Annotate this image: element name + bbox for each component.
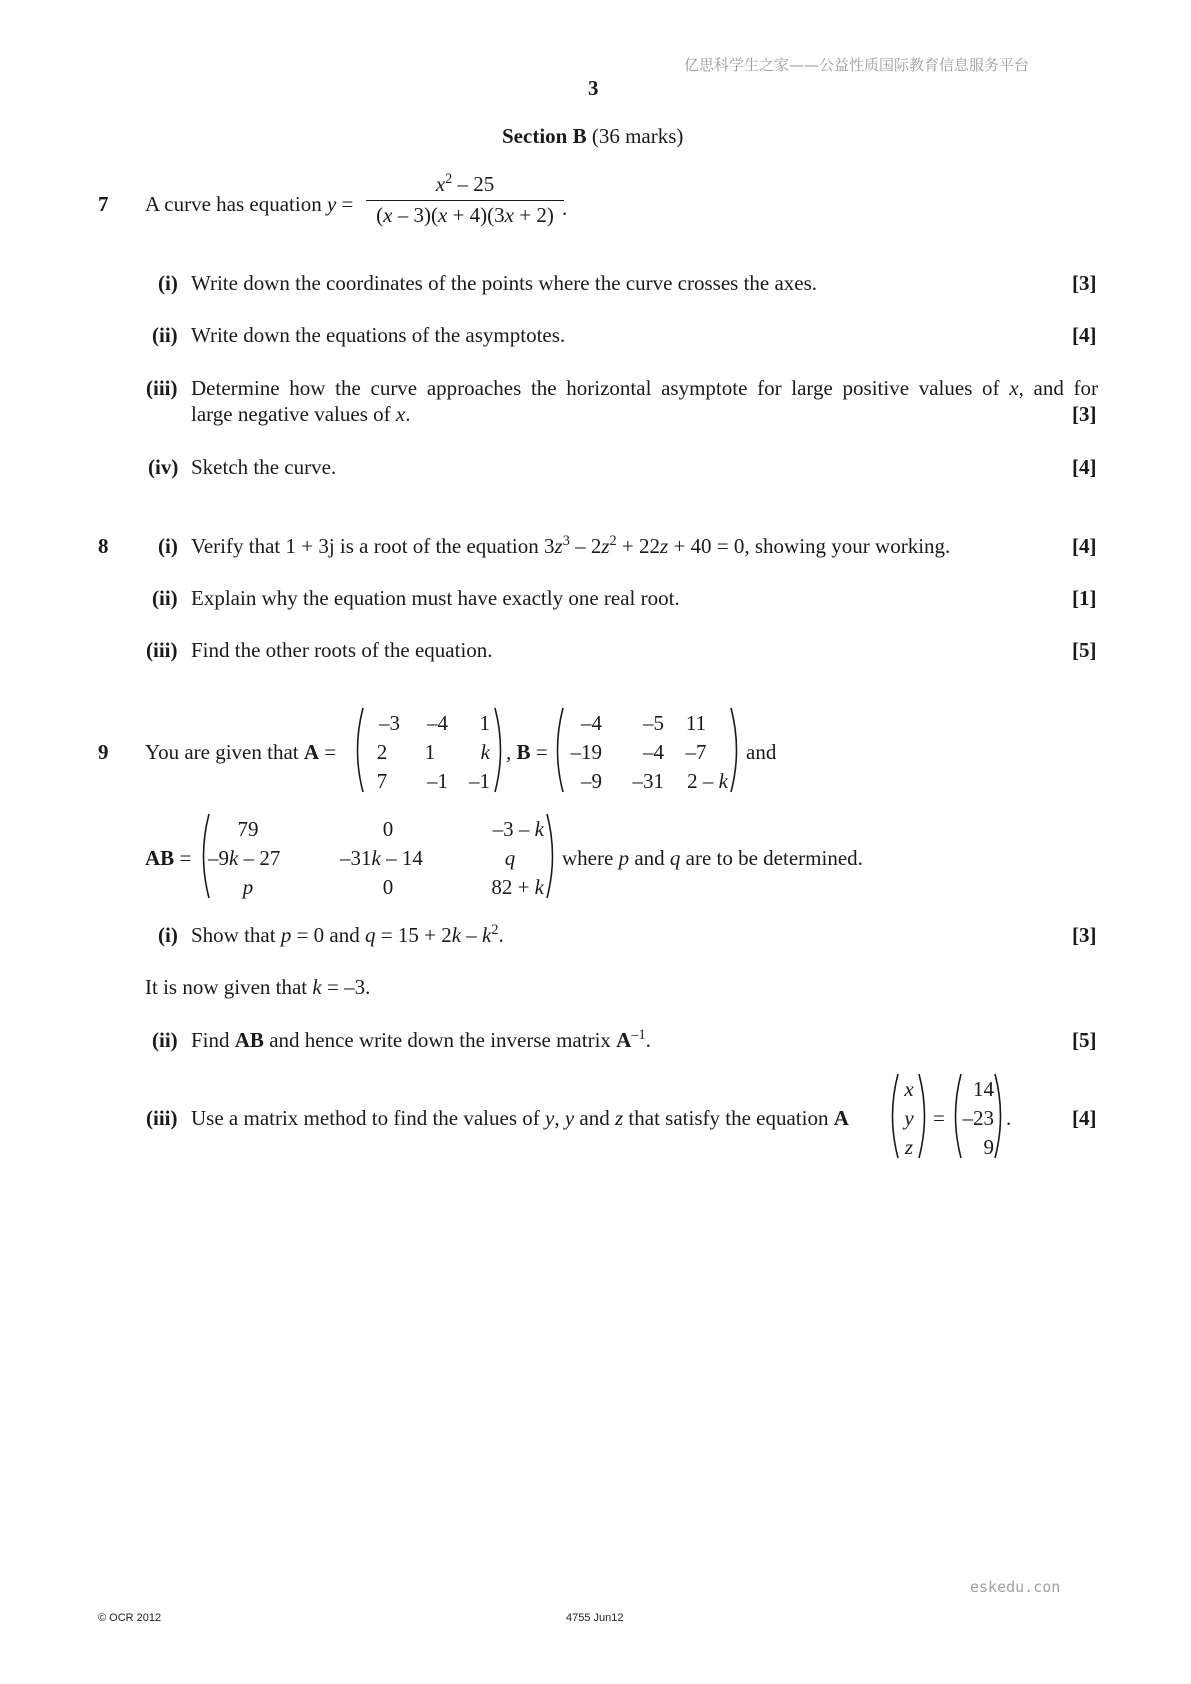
- matrix-b-right-paren: [728, 706, 744, 794]
- matrix-ab-cell: –9k – 27: [208, 846, 281, 870]
- q7-part-iii-mark: [3]: [1072, 402, 1097, 426]
- q7-part-iii-line2: large negative values of x.: [191, 402, 411, 426]
- header-watermark: 亿思科学生之家——公益性质国际教育信息服务平台: [684, 56, 1030, 74]
- question-8-number: 8: [98, 534, 109, 558]
- q9-part-ii-mark: [5]: [1072, 1028, 1097, 1052]
- question-7-number: 7: [98, 192, 109, 216]
- q9-part-ii-text: Find AB and hence write down the inverse matrix $A^{-1}$.: [191, 1027, 651, 1052]
- q7-part-iv-label: (iv): [148, 455, 179, 479]
- q7-part-iv-text: Sketch the curve.: [191, 455, 337, 479]
- q9-part-i-label: (i): [158, 923, 178, 947]
- q8-part-iii-mark: [5]: [1072, 638, 1097, 662]
- question-9-and: and: [746, 740, 777, 764]
- q9-part-ii-label: (ii): [152, 1028, 178, 1052]
- question-7-fraction: [366, 172, 564, 228]
- vector-xyz-right-paren: [916, 1072, 932, 1160]
- q9-part-iii-text: Use a matrix method to find the values of y, y and z that satisfy the equation A: [191, 1106, 849, 1130]
- vector-xyz-cell: x: [904, 1077, 914, 1101]
- matrix-b-cell: –5: [643, 711, 664, 735]
- matrix-ab-cell: –3 – k: [492, 817, 544, 841]
- footer-copyright: © OCR 2012: [98, 1612, 162, 1624]
- question-7-stem: A curve has equation y =: [145, 192, 354, 216]
- q8-part-ii-text: Explain why the equation must have exactly one real root.: [191, 586, 680, 610]
- vector-xyz-cell: y: [904, 1106, 914, 1130]
- q9-given-text: It is now given that k = –3.: [145, 975, 371, 999]
- matrix-a-cell: –3: [379, 711, 400, 735]
- q7-part-iii-line1: Determine how the curve approaches the horizontal asymptote for large positive values of x, and for: [191, 376, 1099, 400]
- matrix-b-cell: –9: [581, 769, 602, 793]
- matrix-ab-cell: 0: [382, 875, 394, 899]
- section-title-marks: (36 marks): [586, 124, 684, 148]
- q9-part-iii-mark: [4]: [1072, 1106, 1097, 1130]
- fraction-denominator: (x – 3)(x + 4)(3x + 2): [366, 200, 564, 228]
- vector-fullstop: .: [1006, 1106, 1012, 1130]
- section-title-bold: Section B: [502, 124, 587, 148]
- page-number: 3: [588, 76, 599, 100]
- vector-rhs-cell: 14: [973, 1077, 994, 1101]
- q9-part-i-text: Show that p = 0 and $q = 15 + 2k - k^2$.: [191, 922, 504, 947]
- matrix-b-cell: 2 – k: [687, 769, 728, 793]
- footer-site-watermark: eskedu.con: [970, 1578, 1061, 1596]
- matrix-a-cell: –1: [469, 769, 490, 793]
- section-title: [502, 124, 683, 149]
- matrix-b-cell: 11: [685, 711, 707, 735]
- matrix-ab-cell: –31k – 14: [340, 846, 423, 870]
- matrix-b-cell: –19: [570, 740, 602, 764]
- q8-part-i-mark: [4]: [1072, 534, 1097, 558]
- vector-rhs-cell: 9: [983, 1135, 994, 1159]
- q7-part-iii-label: (iii): [146, 376, 178, 400]
- q8-part-i-label: (i): [158, 534, 178, 558]
- footer-paper-code: 4755 Jun12: [566, 1612, 624, 1624]
- matrix-a-cell: k: [480, 740, 490, 764]
- q9-part-iii-label: (iii): [146, 1106, 178, 1130]
- matrix-b-cell: –4: [581, 711, 602, 735]
- q7-part-ii-mark: [4]: [1072, 323, 1097, 347]
- q8-part-i-text: Verify that 1 + 3j is a root of the equation $3z^3 - 2z^2 + 22z + 40 = 0$, showing your working.: [191, 533, 951, 558]
- question-9-stem: You are given that A =: [145, 740, 337, 764]
- matrix-ab-right-paren: [544, 812, 560, 900]
- question-9-number: 9: [98, 740, 109, 764]
- matrix-a-cell: 2: [376, 740, 388, 764]
- ab-label: AB =: [145, 846, 192, 870]
- vector-rhs-cell: –23: [962, 1106, 994, 1130]
- matrix-a-cell: –1: [427, 769, 448, 793]
- matrix-a-cell: 1: [424, 740, 436, 764]
- fraction-numerator: $x^2 - 25$: [435, 171, 495, 196]
- q7-part-iv-mark: [4]: [1072, 455, 1097, 479]
- question-9-stem-b: , B =: [506, 740, 548, 764]
- matrix-ab-cell: 79: [237, 817, 259, 841]
- q7-part-i-text: Write down the coordinates of the points where the curve crosses the axes.: [191, 271, 818, 295]
- matrix-ab-cell: q: [504, 846, 516, 870]
- q7-part-i-mark: [3]: [1072, 271, 1097, 295]
- q7-part-ii-label: (ii): [152, 323, 178, 347]
- matrix-a-cell: –4: [427, 711, 448, 735]
- vector-xyz-cell: z: [904, 1135, 914, 1159]
- q8-part-iii-text: Find the other roots of the equation.: [191, 638, 493, 662]
- q8-part-iii-label: (iii): [146, 638, 178, 662]
- matrix-ab-cell: p: [242, 875, 254, 899]
- q9-part-i-mark: [3]: [1072, 923, 1097, 947]
- q7-part-i-label: (i): [158, 271, 178, 295]
- q8-part-ii-label: (ii): [152, 586, 178, 610]
- q7-part-ii-text: Write down the equations of the asymptotes.: [191, 323, 566, 347]
- vector-equals: =: [933, 1106, 945, 1130]
- matrix-b-cell: –4: [643, 740, 664, 764]
- question-7-fullstop: .: [562, 196, 568, 220]
- matrix-b-cell: –7: [685, 740, 707, 764]
- q8-part-ii-mark: [1]: [1072, 586, 1097, 610]
- matrix-ab-cell: 0: [382, 817, 394, 841]
- matrix-ab-cell: 82 + k: [491, 875, 544, 899]
- matrix-b-cell: –31: [632, 769, 664, 793]
- question-9-where: where p and q are to be determined.: [562, 846, 863, 870]
- matrix-a-cell: 1: [479, 711, 490, 735]
- matrix-a-cell: 7: [376, 769, 388, 793]
